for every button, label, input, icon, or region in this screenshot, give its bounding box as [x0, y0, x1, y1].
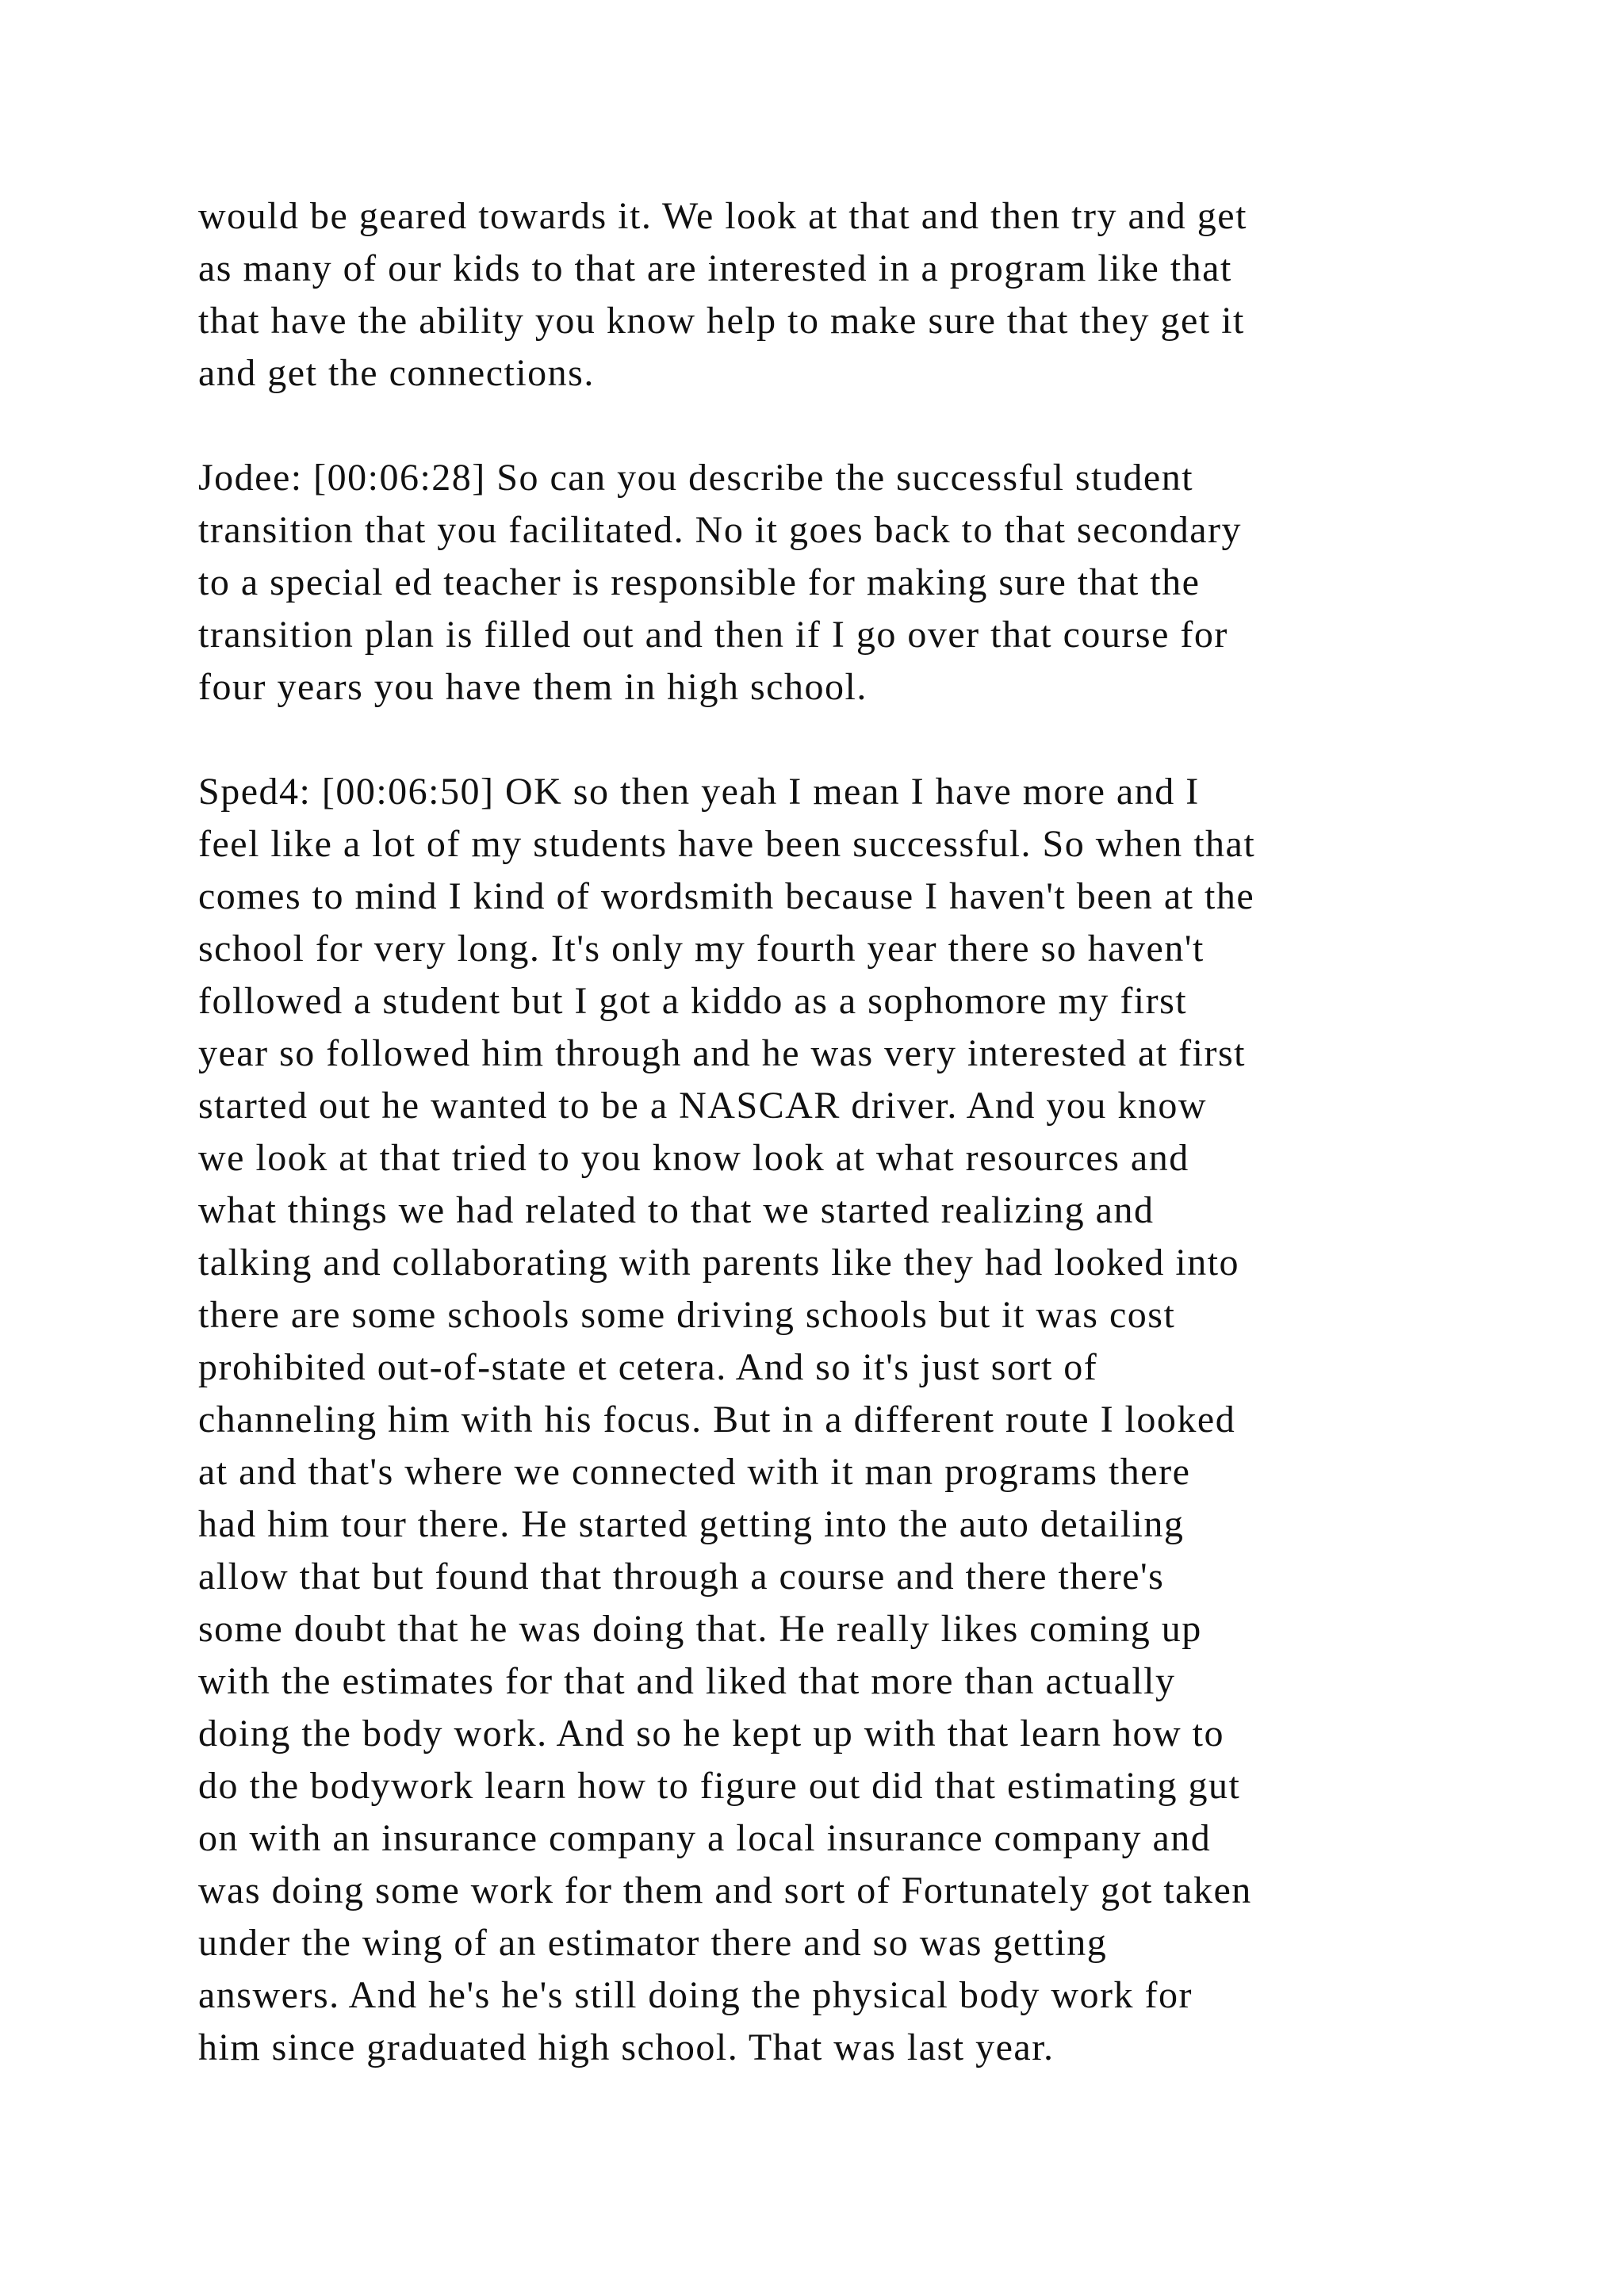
- text-line: school for very long. It's only my fourth year there so haven't: [198, 928, 1205, 970]
- text-line: would be geared towards it. We look at that and then try and get: [198, 195, 1247, 237]
- text-line: allow that but found that through a course and there there's: [198, 1556, 1165, 1598]
- text-line: under the wing of an estimator there and so was getting: [198, 1922, 1108, 1964]
- text-line: channeling him with his focus. But in a different route I looked: [198, 1399, 1236, 1441]
- text-line: him since graduated high school. That was last year.: [198, 2026, 1055, 2068]
- transcript-text: [198, 190, 1467, 2126]
- text-line: was doing some work for them and sort of Fortunately got taken: [198, 1869, 1252, 1911]
- text-line: started out he wanted to be a NASCAR driver. And you know: [198, 1085, 1207, 1127]
- text-line: as many of our kids to that are interested in a program like that: [198, 247, 1232, 289]
- paragraph-sped4: [198, 766, 1467, 2074]
- text-line: Sped4: [00:06:50] OK so then yeah I mean I have more and I: [198, 771, 1200, 813]
- text-line: to a special ed teacher is responsible for making sure that the: [198, 561, 1201, 603]
- text-line: and get the connections.: [198, 352, 595, 394]
- paragraph-jodee: [198, 452, 1467, 714]
- text-line: at and that's where we connected with it man programs there: [198, 1451, 1191, 1493]
- paragraph-continuation: [198, 190, 1467, 400]
- text-line: answers. And he's he's still doing the physical body work for: [198, 1974, 1193, 2016]
- text-line: year so followed him through and he was very interested at first: [198, 1032, 1246, 1074]
- text-line: talking and collaborating with parents like they had looked into: [198, 1242, 1240, 1284]
- text-line: four years you have them in high school.: [198, 666, 868, 708]
- text-line: on with an insurance company a local insurance company and: [198, 1817, 1212, 1859]
- text-line: comes to mind I kind of wordsmith because I haven't been at the: [198, 875, 1255, 917]
- text-line: feel like a lot of my students have been successful. So when that: [198, 823, 1256, 865]
- text-line: we look at that tried to you know look at what resources and: [198, 1137, 1189, 1179]
- text-line: with the estimates for that and liked that more than actually: [198, 1660, 1176, 1702]
- text-line: what things we had related to that we started realizing and: [198, 1189, 1155, 1231]
- text-line: transition plan is filled out and then if I go over that course for: [198, 614, 1228, 656]
- text-line: some doubt that he was doing that. He really likes coming up: [198, 1608, 1202, 1650]
- text-line: that have the ability you know help to make sure that they get it: [198, 300, 1245, 342]
- text-line: had him tour there. He started getting into the auto detailing: [198, 1503, 1185, 1545]
- text-line: there are some schools some driving schools but it was cost: [198, 1294, 1176, 1336]
- text-line: do the bodywork learn how to figure out did that estimating gut: [198, 1765, 1241, 1807]
- text-line: doing the body work. And so he kept up with that learn how to: [198, 1712, 1225, 1755]
- text-line: Jodee: [00:06:28] So can you describe the successful student: [198, 457, 1194, 499]
- text-line: transition that you facilitated. No it goes back to that secondary: [198, 509, 1242, 551]
- text-line: followed a student but I got a kiddo as a sophomore my first: [198, 980, 1188, 1022]
- text-line: prohibited out-of-state et cetera. And so it's just sort of: [198, 1346, 1098, 1388]
